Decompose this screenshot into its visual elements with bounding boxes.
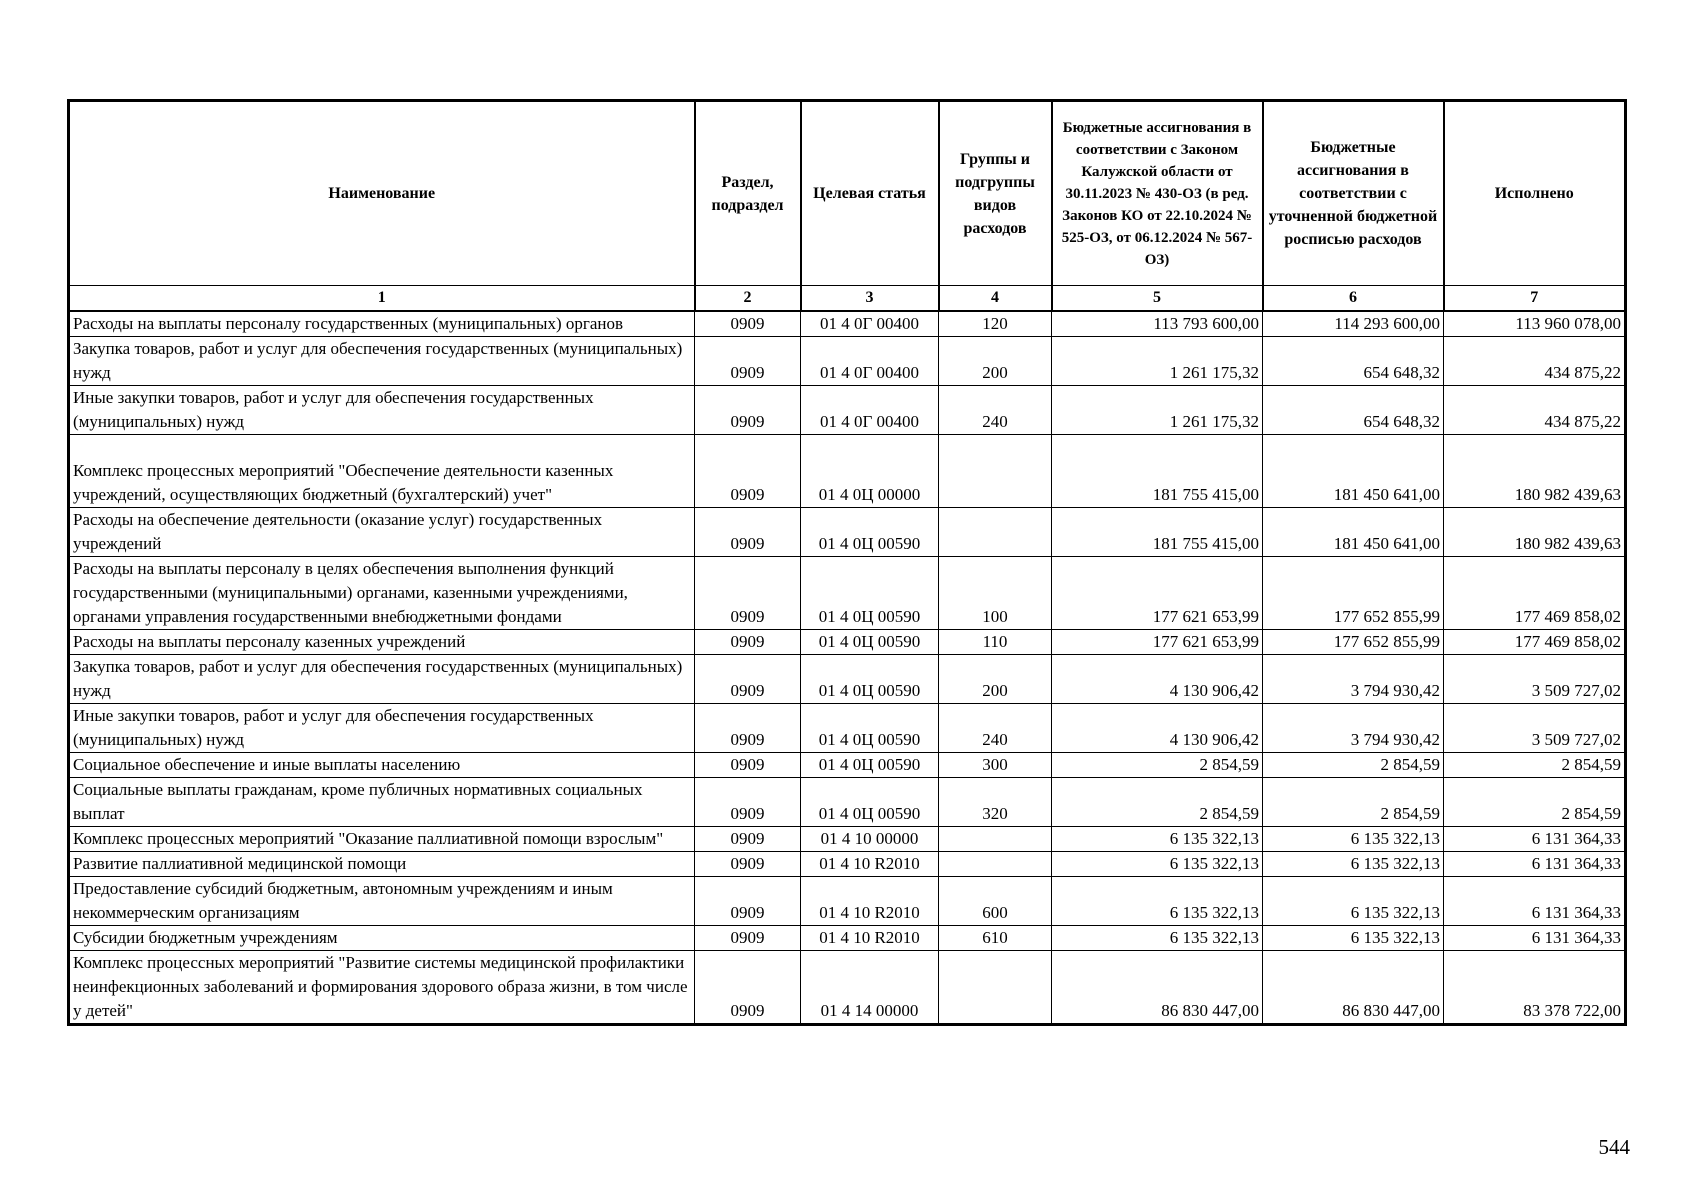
row-executed: 83 378 722,00 [1444,951,1626,1025]
row-target-code: 01 4 0Ц 00590 [801,630,939,655]
row-refined-allocation: 654 648,32 [1263,337,1444,386]
row-executed: 6 131 364,33 [1444,852,1626,877]
row-name: Комплекс процессных мероприятий "Оказание паллиативной помощи взрослым" [69,827,695,852]
row-refined-allocation: 6 135 322,13 [1263,827,1444,852]
row-executed: 6 131 364,33 [1444,926,1626,951]
row-name: Расходы на выплаты персоналу в целях обеспечения выполнения функций государственными (муниципальными) органами, казенными учреждениями, органами управления государственными внебюджетными фондами [69,557,695,630]
row-law-allocation: 4 130 906,42 [1052,655,1263,704]
row-refined-allocation: 181 450 641,00 [1263,435,1444,508]
table-row [69,852,1626,877]
row-refined-allocation: 181 450 641,00 [1263,508,1444,557]
column-number: 7 [1444,286,1626,312]
row-executed: 180 982 439,63 [1444,508,1626,557]
row-law-allocation: 1 261 175,32 [1052,337,1263,386]
row-name: Закупка товаров, работ и услуг для обеспечения государственных (муниципальных) нужд [69,337,695,386]
row-executed: 180 982 439,63 [1444,435,1626,508]
row-law-allocation: 181 755 415,00 [1052,435,1263,508]
row-name: Субсидии бюджетным учреждениям [69,926,695,951]
row-section: 0909 [695,926,801,951]
header-name: Наименование [69,101,695,286]
row-section: 0909 [695,311,801,337]
row-expense-group [939,951,1052,1025]
column-number-row [69,286,1626,312]
row-target-code: 01 4 10 R2010 [801,926,939,951]
row-name: Иные закупки товаров, работ и услуг для обеспечения государственных (муниципальных) нужд [69,386,695,435]
row-refined-allocation: 2 854,59 [1263,778,1444,827]
row-target-code: 01 4 0Г 00400 [801,337,939,386]
row-refined-allocation: 3 794 930,42 [1263,655,1444,704]
row-expense-group: 200 [939,655,1052,704]
row-refined-allocation: 654 648,32 [1263,386,1444,435]
row-section: 0909 [695,337,801,386]
row-expense-group: 110 [939,630,1052,655]
table-row [69,753,1626,778]
row-section: 0909 [695,778,801,827]
row-refined-allocation: 3 794 930,42 [1263,704,1444,753]
row-expense-group: 240 [939,704,1052,753]
row-refined-allocation: 6 135 322,13 [1263,926,1444,951]
table-row [69,508,1626,557]
page-number: 544 [1598,1135,1630,1159]
row-section: 0909 [695,435,801,508]
table-row [69,435,1626,508]
row-name: Комплекс процессных мероприятий "Обеспечение деятельности казенных учреждений, осуществляющих бюджетный (бухгалтерский) учет" [69,435,695,508]
row-expense-group: 240 [939,386,1052,435]
row-target-code: 01 4 0Ц 00590 [801,508,939,557]
row-law-allocation: 6 135 322,13 [1052,926,1263,951]
row-refined-allocation: 177 652 855,99 [1263,630,1444,655]
row-law-allocation: 86 830 447,00 [1052,951,1263,1025]
header-target: Целевая статья [801,101,939,286]
row-name: Социальные выплаты гражданам, кроме публичных нормативных социальных выплат [69,778,695,827]
table-row [69,655,1626,704]
row-law-allocation: 6 135 322,13 [1052,827,1263,852]
row-law-allocation: 1 261 175,32 [1052,386,1263,435]
row-executed: 3 509 727,02 [1444,704,1626,753]
row-refined-allocation: 6 135 322,13 [1263,852,1444,877]
row-expense-group [939,435,1052,508]
row-target-code: 01 4 10 R2010 [801,877,939,926]
row-section: 0909 [695,877,801,926]
row-section: 0909 [695,951,801,1025]
header-row [69,101,1626,286]
row-name: Предоставление субсидий бюджетным, автономным учреждениям и иным некоммерческим организациям [69,877,695,926]
row-section: 0909 [695,557,801,630]
header-refined-allocation: Бюджетные ассигнования в соответствии с уточненной бюджетной росписью расходов [1263,101,1444,286]
row-law-allocation: 2 854,59 [1052,778,1263,827]
table-row [69,951,1626,1025]
row-expense-group [939,508,1052,557]
row-expense-group: 100 [939,557,1052,630]
row-section: 0909 [695,630,801,655]
row-refined-allocation: 86 830 447,00 [1263,951,1444,1025]
column-number: 2 [695,286,801,312]
row-name: Расходы на выплаты персоналу государственных (муниципальных) органов [69,311,695,337]
row-refined-allocation: 6 135 322,13 [1263,877,1444,926]
header-law-allocation: Бюджетные ассигнования в соответствии с Законом Калужской области от 30.11.2023 № 430-ОЗ (в ред. Законов КО от 22.10.2024 № 525-ОЗ, от 06.12.2024 № 567-ОЗ) [1052,101,1263,286]
row-expense-group: 600 [939,877,1052,926]
row-section: 0909 [695,386,801,435]
table-body [69,311,1626,1025]
row-section: 0909 [695,655,801,704]
row-law-allocation: 177 621 653,99 [1052,630,1263,655]
column-number: 4 [939,286,1052,312]
row-name: Расходы на выплаты персоналу казенных учреждений [69,630,695,655]
row-section: 0909 [695,704,801,753]
row-executed: 6 131 364,33 [1444,827,1626,852]
row-executed: 2 854,59 [1444,778,1626,827]
header-executed: Исполнено [1444,101,1626,286]
table-row [69,557,1626,630]
row-name: Комплекс процессных мероприятий "Развитие системы медицинской профилактики неинфекционных заболеваний и формирования здорового образа жизни, в том числе у детей" [69,951,695,1025]
row-law-allocation: 6 135 322,13 [1052,852,1263,877]
row-refined-allocation: 177 652 855,99 [1263,557,1444,630]
row-name: Иные закупки товаров, работ и услуг для обеспечения государственных (муниципальных) нужд [69,704,695,753]
row-name: Закупка товаров, работ и услуг для обеспечения государственных (муниципальных) нужд [69,655,695,704]
row-law-allocation: 181 755 415,00 [1052,508,1263,557]
row-expense-group [939,827,1052,852]
table-row [69,778,1626,827]
header-section: Раздел, подраздел [695,101,801,286]
row-target-code: 01 4 0Г 00400 [801,311,939,337]
row-law-allocation: 6 135 322,13 [1052,877,1263,926]
row-section: 0909 [695,753,801,778]
row-target-code: 01 4 0Ц 00590 [801,704,939,753]
row-expense-group: 300 [939,753,1052,778]
row-expense-group: 610 [939,926,1052,951]
row-executed: 2 854,59 [1444,753,1626,778]
row-refined-allocation: 2 854,59 [1263,753,1444,778]
row-name: Расходы на обеспечение деятельности (оказание услуг) государственных учреждений [69,508,695,557]
row-target-code: 01 4 0Ц 00590 [801,753,939,778]
row-target-code: 01 4 14 00000 [801,951,939,1025]
column-number: 6 [1263,286,1444,312]
row-section: 0909 [695,827,801,852]
row-expense-group [939,852,1052,877]
row-target-code: 01 4 0Ц 00590 [801,557,939,630]
row-section: 0909 [695,508,801,557]
row-target-code: 01 4 10 R2010 [801,852,939,877]
row-executed: 177 469 858,02 [1444,630,1626,655]
table-row [69,704,1626,753]
column-number: 1 [69,286,695,312]
table-row [69,827,1626,852]
row-name: Социальное обеспечение и иные выплаты населению [69,753,695,778]
row-law-allocation: 113 793 600,00 [1052,311,1263,337]
row-target-code: 01 4 0Ц 00000 [801,435,939,508]
row-executed: 113 960 078,00 [1444,311,1626,337]
row-expense-group: 200 [939,337,1052,386]
row-target-code: 01 4 10 00000 [801,827,939,852]
header-groups: Группы и подгруппы видов расходов [939,101,1052,286]
row-executed: 6 131 364,33 [1444,877,1626,926]
row-target-code: 01 4 0Ц 00590 [801,778,939,827]
table-row [69,386,1626,435]
row-executed: 3 509 727,02 [1444,655,1626,704]
table-row [69,337,1626,386]
row-refined-allocation: 114 293 600,00 [1263,311,1444,337]
column-number: 3 [801,286,939,312]
row-expense-group: 120 [939,311,1052,337]
table-row [69,311,1626,337]
row-law-allocation: 4 130 906,42 [1052,704,1263,753]
row-executed: 177 469 858,02 [1444,557,1626,630]
row-target-code: 01 4 0Ц 00590 [801,655,939,704]
table-row [69,926,1626,951]
row-law-allocation: 177 621 653,99 [1052,557,1263,630]
row-section: 0909 [695,852,801,877]
row-executed: 434 875,22 [1444,337,1626,386]
table-row [69,630,1626,655]
table-row [69,877,1626,926]
row-expense-group: 320 [939,778,1052,827]
row-name: Развитие паллиативной медицинской помощи [69,852,695,877]
column-number: 5 [1052,286,1263,312]
row-target-code: 01 4 0Г 00400 [801,386,939,435]
row-executed: 434 875,22 [1444,386,1626,435]
row-law-allocation: 2 854,59 [1052,753,1263,778]
budget-table [67,99,1627,1026]
